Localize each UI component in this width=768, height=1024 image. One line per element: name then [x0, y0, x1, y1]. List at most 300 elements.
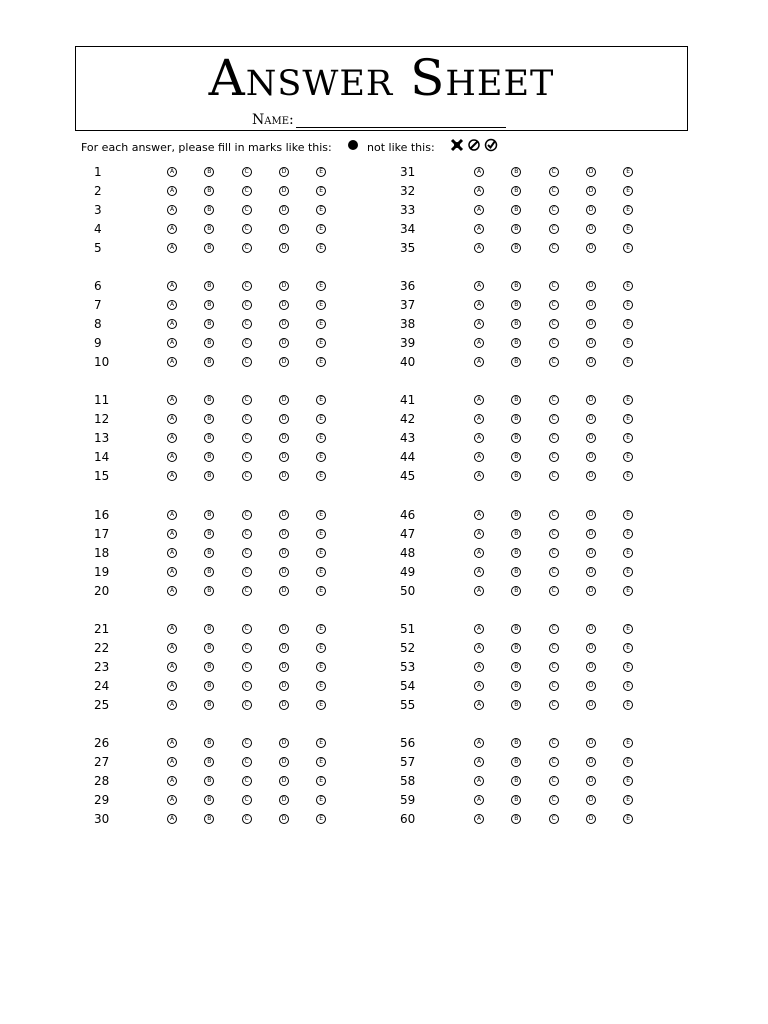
answer-bubble-a[interactable]: A: [474, 700, 484, 710]
answer-bubble-d[interactable]: D: [279, 529, 289, 539]
answer-bubble-a[interactable]: A: [474, 281, 484, 291]
answer-bubble-b[interactable]: B: [204, 586, 214, 596]
answer-bubble-d[interactable]: D: [586, 243, 596, 253]
answer-bubble-a[interactable]: A: [167, 281, 177, 291]
answer-bubble-c[interactable]: C: [242, 281, 252, 291]
answer-bubble-c[interactable]: C: [242, 814, 252, 824]
answer-bubble-b[interactable]: B: [511, 205, 521, 215]
answer-bubble-b[interactable]: B: [511, 186, 521, 196]
answer-bubble-d[interactable]: D: [586, 776, 596, 786]
answer-bubble-c[interactable]: C: [549, 186, 559, 196]
answer-bubble-c[interactable]: C: [549, 662, 559, 672]
answer-bubble-d[interactable]: D: [279, 567, 289, 577]
answer-bubble-c[interactable]: C: [549, 814, 559, 824]
answer-bubble-b[interactable]: B: [204, 757, 214, 767]
answer-bubble-d[interactable]: D: [586, 662, 596, 672]
answer-bubble-b[interactable]: B: [204, 167, 214, 177]
answer-bubble-d[interactable]: D: [586, 338, 596, 348]
answer-bubble-a[interactable]: A: [167, 757, 177, 767]
answer-bubble-d[interactable]: D: [586, 700, 596, 710]
answer-bubble-a[interactable]: A: [474, 548, 484, 558]
answer-bubble-a[interactable]: A: [474, 814, 484, 824]
answer-bubble-a[interactable]: A: [474, 567, 484, 577]
answer-bubble-b[interactable]: B: [204, 300, 214, 310]
answer-bubble-d[interactable]: D: [279, 338, 289, 348]
answer-bubble-d[interactable]: D: [279, 471, 289, 481]
answer-bubble-a[interactable]: A: [474, 624, 484, 634]
answer-bubble-c[interactable]: C: [242, 205, 252, 215]
answer-bubble-a[interactable]: A: [167, 662, 177, 672]
answer-bubble-e[interactable]: E: [623, 395, 633, 405]
answer-bubble-c[interactable]: C: [549, 700, 559, 710]
answer-bubble-d[interactable]: D: [586, 567, 596, 577]
answer-bubble-d[interactable]: D: [586, 395, 596, 405]
answer-bubble-b[interactable]: B: [511, 433, 521, 443]
answer-bubble-a[interactable]: A: [474, 681, 484, 691]
answer-bubble-d[interactable]: D: [586, 281, 596, 291]
answer-bubble-a[interactable]: A: [167, 452, 177, 462]
answer-bubble-b[interactable]: B: [204, 319, 214, 329]
answer-bubble-d[interactable]: D: [279, 795, 289, 805]
answer-bubble-c[interactable]: C: [242, 395, 252, 405]
answer-bubble-b[interactable]: B: [204, 643, 214, 653]
answer-bubble-e[interactable]: E: [316, 319, 326, 329]
answer-bubble-a[interactable]: A: [167, 433, 177, 443]
answer-bubble-b[interactable]: B: [511, 529, 521, 539]
answer-bubble-b[interactable]: B: [204, 548, 214, 558]
answer-bubble-a[interactable]: A: [167, 624, 177, 634]
answer-bubble-c[interactable]: C: [242, 624, 252, 634]
answer-bubble-e[interactable]: E: [623, 567, 633, 577]
answer-bubble-d[interactable]: D: [586, 548, 596, 558]
answer-bubble-d[interactable]: D: [586, 681, 596, 691]
answer-bubble-d[interactable]: D: [279, 414, 289, 424]
answer-bubble-a[interactable]: A: [474, 319, 484, 329]
answer-bubble-b[interactable]: B: [511, 662, 521, 672]
answer-bubble-a[interactable]: A: [474, 452, 484, 462]
answer-bubble-c[interactable]: C: [549, 510, 559, 520]
answer-bubble-e[interactable]: E: [623, 414, 633, 424]
answer-bubble-e[interactable]: E: [316, 643, 326, 653]
answer-bubble-d[interactable]: D: [586, 319, 596, 329]
answer-bubble-b[interactable]: B: [511, 643, 521, 653]
answer-bubble-a[interactable]: A: [167, 814, 177, 824]
answer-bubble-a[interactable]: A: [474, 643, 484, 653]
answer-bubble-e[interactable]: E: [316, 700, 326, 710]
answer-bubble-d[interactable]: D: [279, 548, 289, 558]
answer-bubble-e[interactable]: E: [623, 338, 633, 348]
answer-bubble-a[interactable]: A: [167, 319, 177, 329]
answer-bubble-c[interactable]: C: [242, 414, 252, 424]
answer-bubble-a[interactable]: A: [167, 300, 177, 310]
answer-bubble-e[interactable]: E: [316, 243, 326, 253]
answer-bubble-c[interactable]: C: [242, 681, 252, 691]
answer-bubble-d[interactable]: D: [586, 471, 596, 481]
answer-bubble-d[interactable]: D: [279, 452, 289, 462]
answer-bubble-d[interactable]: D: [279, 395, 289, 405]
answer-bubble-b[interactable]: B: [511, 357, 521, 367]
answer-bubble-c[interactable]: C: [549, 757, 559, 767]
answer-bubble-d[interactable]: D: [279, 243, 289, 253]
answer-bubble-a[interactable]: A: [474, 414, 484, 424]
answer-bubble-d[interactable]: D: [279, 643, 289, 653]
answer-bubble-c[interactable]: C: [549, 548, 559, 558]
answer-bubble-d[interactable]: D: [586, 224, 596, 234]
answer-bubble-c[interactable]: C: [549, 529, 559, 539]
answer-bubble-c[interactable]: C: [549, 319, 559, 329]
answer-bubble-b[interactable]: B: [511, 700, 521, 710]
answer-bubble-d[interactable]: D: [279, 319, 289, 329]
answer-bubble-d[interactable]: D: [586, 414, 596, 424]
answer-bubble-e[interactable]: E: [316, 795, 326, 805]
answer-bubble-d[interactable]: D: [586, 586, 596, 596]
answer-bubble-e[interactable]: E: [316, 548, 326, 558]
answer-bubble-b[interactable]: B: [204, 357, 214, 367]
answer-bubble-d[interactable]: D: [279, 662, 289, 672]
answer-bubble-b[interactable]: B: [204, 395, 214, 405]
answer-bubble-e[interactable]: E: [623, 433, 633, 443]
answer-bubble-a[interactable]: A: [474, 186, 484, 196]
answer-bubble-e[interactable]: E: [623, 319, 633, 329]
answer-bubble-b[interactable]: B: [511, 681, 521, 691]
answer-bubble-e[interactable]: E: [623, 662, 633, 672]
answer-bubble-e[interactable]: E: [316, 529, 326, 539]
answer-bubble-b[interactable]: B: [511, 776, 521, 786]
answer-bubble-a[interactable]: A: [167, 414, 177, 424]
answer-bubble-c[interactable]: C: [549, 471, 559, 481]
answer-bubble-c[interactable]: C: [549, 624, 559, 634]
answer-bubble-e[interactable]: E: [623, 624, 633, 634]
answer-bubble-c[interactable]: C: [242, 319, 252, 329]
answer-bubble-c[interactable]: C: [549, 738, 559, 748]
answer-bubble-b[interactable]: B: [511, 300, 521, 310]
answer-bubble-a[interactable]: A: [167, 700, 177, 710]
answer-bubble-a[interactable]: A: [167, 243, 177, 253]
answer-bubble-d[interactable]: D: [279, 224, 289, 234]
answer-bubble-d[interactable]: D: [279, 510, 289, 520]
answer-bubble-d[interactable]: D: [279, 738, 289, 748]
answer-bubble-a[interactable]: A: [167, 338, 177, 348]
answer-bubble-e[interactable]: E: [623, 795, 633, 805]
answer-bubble-c[interactable]: C: [549, 567, 559, 577]
answer-bubble-e[interactable]: E: [316, 757, 326, 767]
answer-bubble-c[interactable]: C: [549, 338, 559, 348]
answer-bubble-b[interactable]: B: [204, 776, 214, 786]
answer-bubble-a[interactable]: A: [167, 357, 177, 367]
answer-bubble-e[interactable]: E: [623, 167, 633, 177]
answer-bubble-b[interactable]: B: [511, 624, 521, 634]
answer-bubble-a[interactable]: A: [474, 662, 484, 672]
answer-bubble-b[interactable]: B: [204, 433, 214, 443]
answer-bubble-a[interactable]: A: [474, 471, 484, 481]
answer-bubble-c[interactable]: C: [242, 357, 252, 367]
answer-bubble-e[interactable]: E: [316, 624, 326, 634]
answer-bubble-b[interactable]: B: [204, 795, 214, 805]
answer-bubble-a[interactable]: A: [167, 205, 177, 215]
answer-bubble-b[interactable]: B: [204, 681, 214, 691]
answer-bubble-a[interactable]: A: [167, 471, 177, 481]
answer-bubble-e[interactable]: E: [623, 452, 633, 462]
answer-bubble-d[interactable]: D: [586, 529, 596, 539]
answer-bubble-b[interactable]: B: [204, 814, 214, 824]
answer-bubble-b[interactable]: B: [511, 243, 521, 253]
answer-bubble-d[interactable]: D: [279, 433, 289, 443]
answer-bubble-c[interactable]: C: [242, 567, 252, 577]
answer-bubble-d[interactable]: D: [279, 281, 289, 291]
answer-bubble-e[interactable]: E: [623, 814, 633, 824]
answer-bubble-e[interactable]: E: [316, 205, 326, 215]
answer-bubble-b[interactable]: B: [511, 738, 521, 748]
answer-bubble-e[interactable]: E: [623, 738, 633, 748]
answer-bubble-b[interactable]: B: [204, 414, 214, 424]
answer-bubble-c[interactable]: C: [242, 224, 252, 234]
answer-bubble-b[interactable]: B: [511, 471, 521, 481]
answer-bubble-e[interactable]: E: [316, 814, 326, 824]
answer-bubble-c[interactable]: C: [549, 776, 559, 786]
answer-bubble-b[interactable]: B: [511, 224, 521, 234]
answer-bubble-d[interactable]: D: [586, 186, 596, 196]
answer-bubble-b[interactable]: B: [204, 738, 214, 748]
answer-bubble-d[interactable]: D: [586, 357, 596, 367]
answer-bubble-a[interactable]: A: [474, 205, 484, 215]
answer-bubble-a[interactable]: A: [474, 243, 484, 253]
answer-bubble-e[interactable]: E: [316, 224, 326, 234]
answer-bubble-c[interactable]: C: [242, 757, 252, 767]
answer-bubble-b[interactable]: B: [204, 529, 214, 539]
answer-bubble-e[interactable]: E: [316, 567, 326, 577]
answer-bubble-e[interactable]: E: [623, 205, 633, 215]
answer-bubble-a[interactable]: A: [167, 643, 177, 653]
answer-bubble-c[interactable]: C: [242, 700, 252, 710]
answer-bubble-c[interactable]: C: [242, 510, 252, 520]
answer-bubble-b[interactable]: B: [204, 662, 214, 672]
answer-bubble-e[interactable]: E: [316, 738, 326, 748]
answer-bubble-d[interactable]: D: [279, 776, 289, 786]
answer-bubble-e[interactable]: E: [316, 662, 326, 672]
answer-bubble-c[interactable]: C: [242, 243, 252, 253]
answer-bubble-b[interactable]: B: [511, 452, 521, 462]
answer-bubble-d[interactable]: D: [279, 186, 289, 196]
answer-bubble-b[interactable]: B: [204, 567, 214, 577]
answer-bubble-c[interactable]: C: [242, 738, 252, 748]
answer-bubble-d[interactable]: D: [279, 167, 289, 177]
answer-bubble-e[interactable]: E: [623, 510, 633, 520]
answer-bubble-d[interactable]: D: [586, 624, 596, 634]
answer-bubble-c[interactable]: C: [549, 300, 559, 310]
answer-bubble-a[interactable]: A: [474, 433, 484, 443]
answer-bubble-c[interactable]: C: [242, 167, 252, 177]
answer-bubble-a[interactable]: A: [474, 167, 484, 177]
answer-bubble-e[interactable]: E: [623, 643, 633, 653]
answer-bubble-d[interactable]: D: [279, 814, 289, 824]
answer-bubble-e[interactable]: E: [316, 186, 326, 196]
answer-bubble-a[interactable]: A: [167, 586, 177, 596]
answer-bubble-b[interactable]: B: [511, 548, 521, 558]
answer-bubble-b[interactable]: B: [511, 338, 521, 348]
answer-bubble-e[interactable]: E: [316, 395, 326, 405]
answer-bubble-a[interactable]: A: [167, 167, 177, 177]
answer-bubble-b[interactable]: B: [511, 414, 521, 424]
answer-bubble-c[interactable]: C: [242, 586, 252, 596]
answer-bubble-b[interactable]: B: [511, 281, 521, 291]
answer-bubble-e[interactable]: E: [623, 757, 633, 767]
answer-bubble-c[interactable]: C: [549, 452, 559, 462]
answer-bubble-a[interactable]: A: [167, 567, 177, 577]
answer-bubble-d[interactable]: D: [586, 205, 596, 215]
answer-bubble-b[interactable]: B: [511, 395, 521, 405]
answer-bubble-d[interactable]: D: [586, 510, 596, 520]
answer-bubble-c[interactable]: C: [242, 548, 252, 558]
answer-bubble-c[interactable]: C: [549, 643, 559, 653]
answer-bubble-b[interactable]: B: [204, 224, 214, 234]
answer-bubble-d[interactable]: D: [279, 357, 289, 367]
answer-bubble-a[interactable]: A: [474, 586, 484, 596]
answer-bubble-e[interactable]: E: [623, 681, 633, 691]
answer-bubble-d[interactable]: D: [279, 700, 289, 710]
answer-bubble-d[interactable]: D: [279, 300, 289, 310]
answer-bubble-e[interactable]: E: [623, 281, 633, 291]
answer-bubble-b[interactable]: B: [511, 757, 521, 767]
name-field[interactable]: [296, 113, 506, 128]
answer-bubble-b[interactable]: B: [204, 243, 214, 253]
answer-bubble-c[interactable]: C: [549, 224, 559, 234]
answer-bubble-d[interactable]: D: [279, 205, 289, 215]
answer-bubble-d[interactable]: D: [279, 757, 289, 767]
answer-bubble-c[interactable]: C: [549, 433, 559, 443]
answer-bubble-e[interactable]: E: [623, 700, 633, 710]
answer-bubble-c[interactable]: C: [242, 795, 252, 805]
answer-bubble-b[interactable]: B: [511, 814, 521, 824]
answer-bubble-e[interactable]: E: [316, 433, 326, 443]
answer-bubble-c[interactable]: C: [242, 776, 252, 786]
answer-bubble-b[interactable]: B: [204, 471, 214, 481]
answer-bubble-d[interactable]: D: [586, 452, 596, 462]
answer-bubble-e[interactable]: E: [316, 338, 326, 348]
answer-bubble-e[interactable]: E: [623, 224, 633, 234]
answer-bubble-b[interactable]: B: [204, 205, 214, 215]
answer-bubble-a[interactable]: A: [167, 795, 177, 805]
answer-bubble-b[interactable]: B: [204, 281, 214, 291]
answer-bubble-b[interactable]: B: [511, 567, 521, 577]
answer-bubble-a[interactable]: A: [167, 510, 177, 520]
answer-bubble-e[interactable]: E: [623, 300, 633, 310]
answer-bubble-e[interactable]: E: [623, 776, 633, 786]
answer-bubble-b[interactable]: B: [511, 795, 521, 805]
answer-bubble-c[interactable]: C: [242, 433, 252, 443]
answer-bubble-c[interactable]: C: [549, 281, 559, 291]
answer-bubble-e[interactable]: E: [316, 167, 326, 177]
answer-bubble-c[interactable]: C: [242, 643, 252, 653]
answer-bubble-a[interactable]: A: [474, 357, 484, 367]
answer-bubble-c[interactable]: C: [549, 243, 559, 253]
answer-bubble-a[interactable]: A: [474, 529, 484, 539]
answer-bubble-d[interactable]: D: [586, 757, 596, 767]
answer-bubble-e[interactable]: E: [316, 452, 326, 462]
answer-bubble-a[interactable]: A: [474, 395, 484, 405]
answer-bubble-c[interactable]: C: [549, 681, 559, 691]
answer-bubble-a[interactable]: A: [474, 224, 484, 234]
answer-bubble-b[interactable]: B: [204, 624, 214, 634]
answer-bubble-c[interactable]: C: [242, 471, 252, 481]
answer-bubble-d[interactable]: D: [279, 681, 289, 691]
answer-bubble-a[interactable]: A: [167, 395, 177, 405]
answer-bubble-a[interactable]: A: [474, 738, 484, 748]
answer-bubble-c[interactable]: C: [549, 205, 559, 215]
answer-bubble-d[interactable]: D: [586, 433, 596, 443]
answer-bubble-c[interactable]: C: [242, 338, 252, 348]
answer-bubble-b[interactable]: B: [511, 510, 521, 520]
answer-bubble-e[interactable]: E: [316, 681, 326, 691]
answer-bubble-d[interactable]: D: [586, 300, 596, 310]
answer-bubble-e[interactable]: E: [316, 414, 326, 424]
answer-bubble-e[interactable]: E: [623, 357, 633, 367]
answer-bubble-c[interactable]: C: [242, 300, 252, 310]
answer-bubble-c[interactable]: C: [549, 357, 559, 367]
answer-bubble-b[interactable]: B: [511, 586, 521, 596]
answer-bubble-b[interactable]: B: [204, 186, 214, 196]
answer-bubble-a[interactable]: A: [474, 510, 484, 520]
answer-bubble-e[interactable]: E: [623, 243, 633, 253]
answer-bubble-e[interactable]: E: [623, 548, 633, 558]
answer-bubble-e[interactable]: E: [623, 529, 633, 539]
answer-bubble-a[interactable]: A: [167, 776, 177, 786]
answer-bubble-c[interactable]: C: [242, 452, 252, 462]
answer-bubble-a[interactable]: A: [167, 681, 177, 691]
answer-bubble-e[interactable]: E: [316, 281, 326, 291]
answer-bubble-b[interactable]: B: [204, 452, 214, 462]
answer-bubble-e[interactable]: E: [623, 186, 633, 196]
answer-bubble-d[interactable]: D: [586, 167, 596, 177]
answer-bubble-d[interactable]: D: [279, 624, 289, 634]
answer-bubble-d[interactable]: D: [279, 586, 289, 596]
answer-bubble-d[interactable]: D: [586, 795, 596, 805]
answer-bubble-a[interactable]: A: [474, 776, 484, 786]
answer-bubble-a[interactable]: A: [167, 738, 177, 748]
answer-bubble-c[interactable]: C: [549, 586, 559, 596]
answer-bubble-a[interactable]: A: [474, 757, 484, 767]
answer-bubble-a[interactable]: A: [167, 224, 177, 234]
answer-bubble-b[interactable]: B: [511, 167, 521, 177]
answer-bubble-a[interactable]: A: [167, 529, 177, 539]
answer-bubble-c[interactable]: C: [549, 167, 559, 177]
answer-bubble-d[interactable]: D: [586, 738, 596, 748]
answer-bubble-a[interactable]: A: [167, 548, 177, 558]
answer-bubble-b[interactable]: B: [511, 319, 521, 329]
answer-bubble-e[interactable]: E: [316, 586, 326, 596]
answer-bubble-e[interactable]: E: [316, 300, 326, 310]
answer-bubble-b[interactable]: B: [204, 338, 214, 348]
answer-bubble-b[interactable]: B: [204, 700, 214, 710]
answer-bubble-a[interactable]: A: [167, 186, 177, 196]
answer-bubble-a[interactable]: A: [474, 300, 484, 310]
answer-bubble-c[interactable]: C: [242, 529, 252, 539]
answer-bubble-c[interactable]: C: [242, 186, 252, 196]
answer-bubble-a[interactable]: A: [474, 795, 484, 805]
answer-bubble-c[interactable]: C: [549, 795, 559, 805]
answer-bubble-e[interactable]: E: [316, 357, 326, 367]
answer-bubble-d[interactable]: D: [586, 643, 596, 653]
answer-bubble-e[interactable]: E: [316, 776, 326, 786]
answer-bubble-c[interactable]: C: [549, 395, 559, 405]
answer-bubble-e[interactable]: E: [623, 471, 633, 481]
answer-bubble-e[interactable]: E: [316, 471, 326, 481]
answer-bubble-a[interactable]: A: [474, 338, 484, 348]
answer-bubble-c[interactable]: C: [242, 662, 252, 672]
answer-bubble-e[interactable]: E: [316, 510, 326, 520]
answer-bubble-e[interactable]: E: [623, 586, 633, 596]
answer-bubble-c[interactable]: C: [549, 414, 559, 424]
answer-bubble-b[interactable]: B: [204, 510, 214, 520]
